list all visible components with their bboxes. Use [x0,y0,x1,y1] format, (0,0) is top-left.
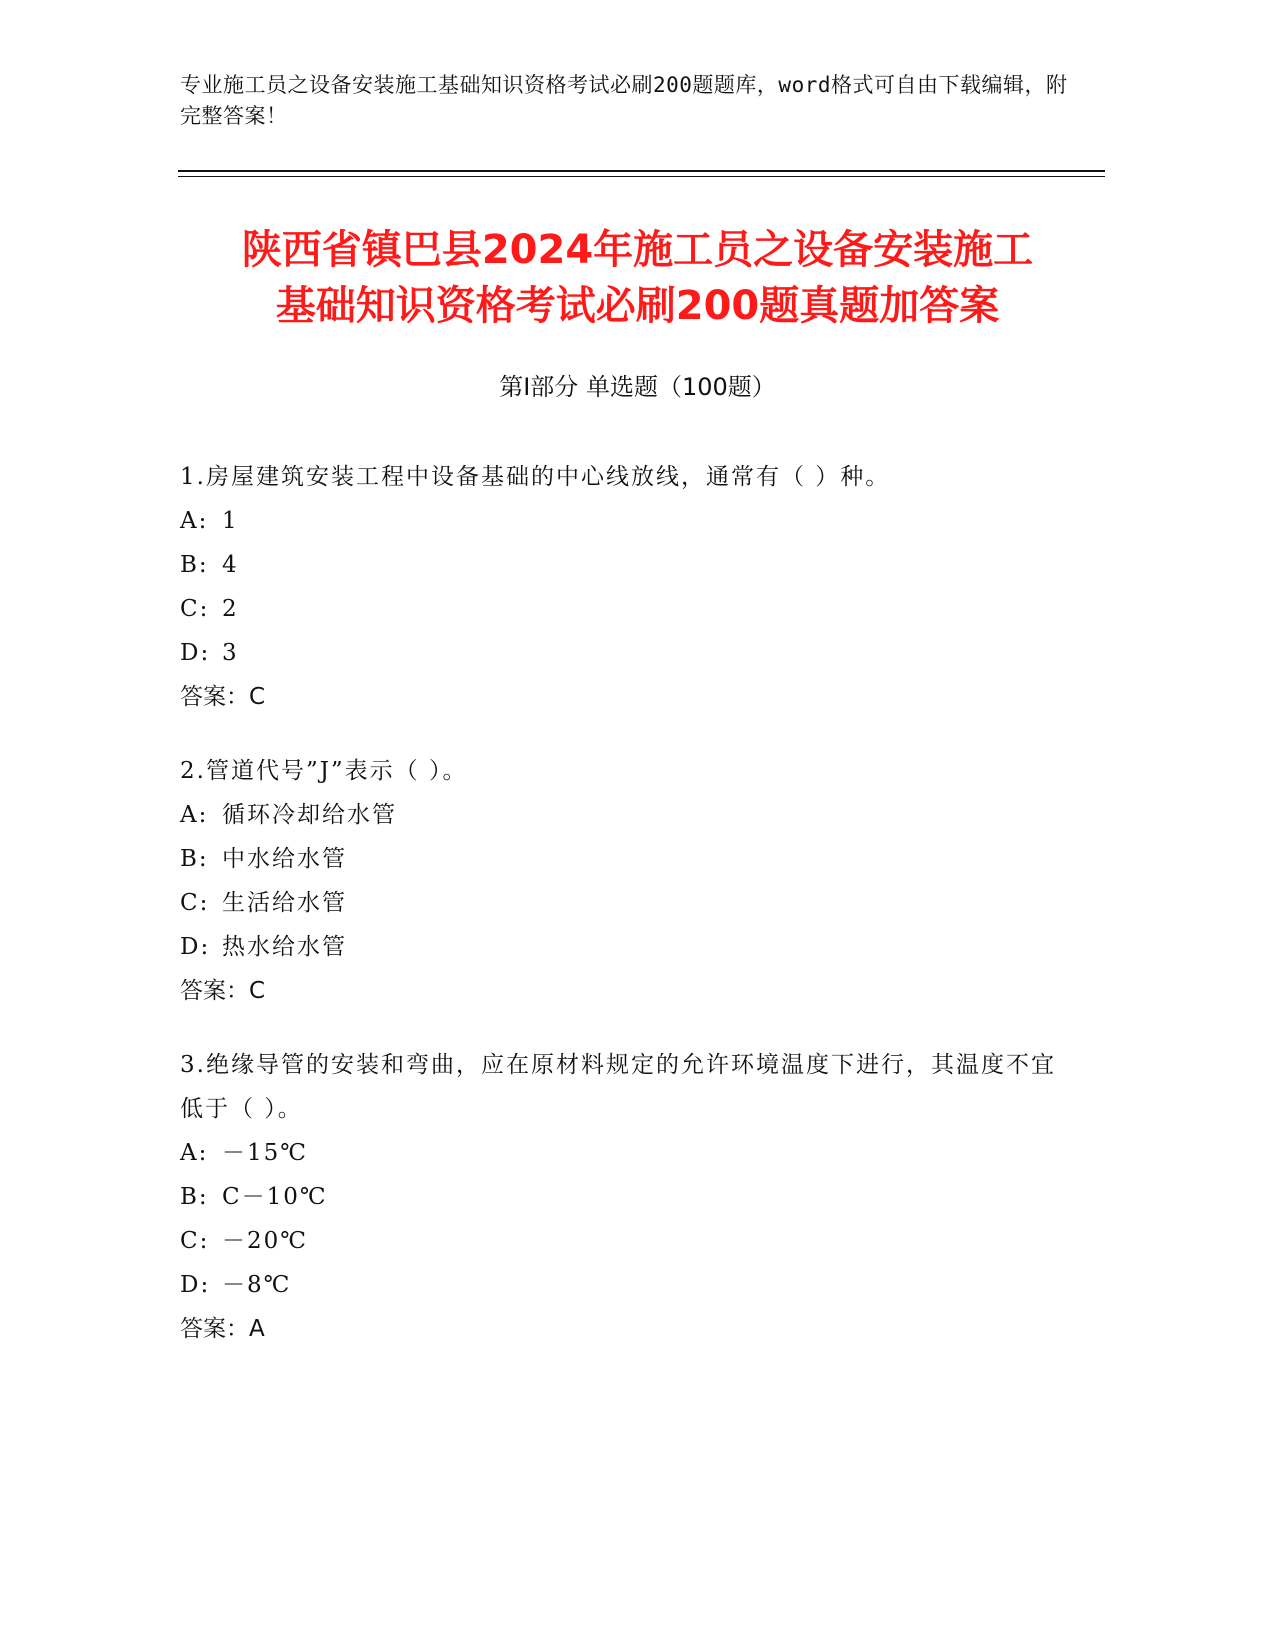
option-d [180,925,1080,969]
header-note: 专业施工员之设备安装施工基础知识资格考试必刷200题题库，word格式可自由下载编辑，附完整答案！ [180,73,1068,128]
option-key: A: [180,1140,209,1166]
option-key: D: [180,640,211,666]
option-text: 1 [222,508,239,534]
option-b [180,1175,1080,1219]
question-stem: 1.房屋建筑安装工程中设备基础的中心线放线，通常有（ ）种。 [180,464,891,490]
header-divider-top [178,170,1105,172]
option-key: B: [180,1184,209,1210]
option-key: C: [180,890,210,916]
option-c [180,1219,1080,1263]
option-key: A: [180,802,209,828]
option-text: C－10℃ [222,1184,328,1210]
title-line-2: 基础知识资格考试必刷200题真题加答案 [275,283,1000,329]
option-text: 热水给水管 [222,934,347,960]
option-text: －15℃ [222,1140,308,1166]
option-text: 循环冷却给水管 [222,802,397,828]
option-key: A: [180,508,209,534]
option-key: C: [180,596,210,622]
option-text: 中水给水管 [222,846,347,872]
option-d [180,1263,1080,1307]
question-list [180,455,1080,1381]
question-3 [180,1043,1080,1351]
option-a [180,1131,1080,1175]
question-stem: 3.绝缘导管的安装和弯曲，应在原材料规定的允许环境温度下进行，其温度不宜低于（ ）。 [180,1052,1056,1122]
option-text: －8℃ [222,1272,292,1298]
header-divider-bottom [178,176,1105,177]
option-key: C: [180,1228,210,1254]
option-a [180,793,1080,837]
answer: 答案：C [180,978,266,1004]
option-key: B: [180,846,209,872]
option-a [180,499,1080,543]
option-d [180,631,1080,675]
section-heading: 第I部分 单选题（100题） [499,373,776,401]
option-text: 生活给水管 [222,890,347,916]
option-b [180,837,1080,881]
option-c [180,587,1080,631]
option-b [180,543,1080,587]
answer: 答案：A [180,1316,265,1342]
option-text: 2 [222,596,239,622]
option-text: 4 [222,552,239,578]
option-c [180,881,1080,925]
option-key: D: [180,1272,211,1298]
title-line-1: 陕西省镇巴县2024年施工员之设备安装施工 [241,227,1034,273]
document-title [150,222,1125,334]
question-stem: 2.管道代号”J”表示（ ）。 [180,758,468,784]
question-1 [180,455,1080,719]
option-key: D: [180,934,211,960]
answer: 答案：C [180,684,266,710]
option-text: －20℃ [222,1228,308,1254]
question-2 [180,749,1080,1013]
option-text: 3 [222,640,239,666]
option-key: B: [180,552,209,578]
